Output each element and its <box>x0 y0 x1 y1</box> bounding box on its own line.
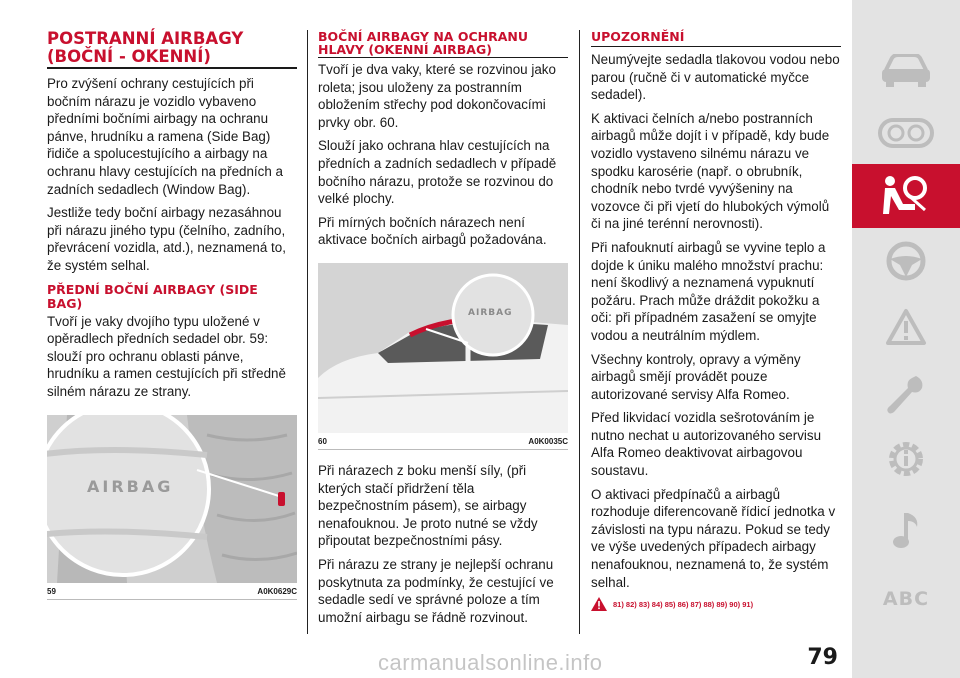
paragraph: Při mírných bočních nárazech není aktivace bočních airbagů požadována. <box>318 214 547 248</box>
column-1 <box>47 30 297 612</box>
column-2 <box>318 30 568 632</box>
paragraph: Před likvidací vozidla sešrotováním je nutno nechat u autorizovaného servisu Alfa Romeo deaktivovat airbagovou soustavu. <box>591 410 822 479</box>
paragraph: Slouží jako ochrana hlav cestujících na předních a zadních sedadlech v případě bočního nárazu, protože se rozvinou do velké plochy. <box>318 138 557 207</box>
figure-59-seat-airbag <box>47 415 297 583</box>
paragraph: Tvoří je dva vaky, které se rozvinou jako roleta; jsou uloženy za postranním obložením střechy pod dokončovacími prvky obr. 60. <box>318 62 556 130</box>
warning-triangle-icon <box>591 597 607 611</box>
paragraph: Při nafouknutí airbagů se vyvine teplo a dojde k úniku malého množství prachu: není škodlivý a neznamená vypuknutí požáru. Prach může dráždit pokožku a oči: při případném zasažení se omyjte vodou a neutrálním mýdlem. <box>591 239 826 343</box>
sidebar-item-emergency[interactable] <box>852 296 960 358</box>
subsection-title: BOČNÍ AIRBAGY NA OCHRANU HLAVY (OKENNÍ AIRBAG) <box>318 30 568 58</box>
chapter-sidebar <box>852 0 960 678</box>
index-label: ABC <box>882 588 930 610</box>
sidebar-item-maintenance[interactable] <box>852 364 960 426</box>
column-divider <box>579 30 580 634</box>
sidebar-item-car[interactable] <box>852 40 960 102</box>
reference-numbers[interactable]: 81) 82) 83) 84) 85) 86) 87) 88) 89) 90) 91) <box>613 599 754 609</box>
watermark: carmanualsonline.info <box>378 650 603 675</box>
paragraph: Pro zvýšení ochrany cestujících při bočním nárazu je vozidlo vybaveno předními bočními airbagy na ochranu pánve, hrudníku a ramena (Side Bag) řidiče a spolucestujícího a airbagy na ochranu hlavy cestujících na předních a zadních sedadlech (Window Bag). <box>47 76 283 197</box>
figure-60-window-airbag <box>318 263 568 433</box>
paragraph: K aktivaci čelních a/nebo postranních airbagů může dojít i v případě, kdy bude vozidlo vystaveno silnému nárazu ve spodku karosérie (např. o obrubník, chodník nebo tvrdé vyvýšeniny na vozovce či při vjetí do hlubokých výmolů či na jiné terénní nerovnosti). <box>591 110 830 232</box>
airbag-person-icon <box>881 174 931 218</box>
airbag-label-60: AIRBAG <box>468 307 513 318</box>
warning-title: UPOZORNĚNÍ <box>591 30 841 47</box>
sidebar-item-starting[interactable] <box>852 230 960 292</box>
paragraph: Neumývejte sedadla tlakovou vodou nebo parou (ručně či v automatické myčce sedadel). <box>591 52 840 103</box>
sidebar-item-technical-data[interactable] <box>852 428 960 490</box>
warning-references <box>591 597 841 611</box>
figure-code: A0K0629C <box>257 586 297 596</box>
sidebar-item-safety[interactable] <box>852 164 960 228</box>
car-icon <box>880 54 932 88</box>
paragraph: Při nárazech z boku menší síly, (při kterých stačí přidržení těla bezpečnostním pásem), se airbagy nenafouknou. Je proto nutné se vždy připoutat bezpečnostními pásy. <box>318 462 538 549</box>
sidebar-item-dashboard[interactable] <box>852 102 960 164</box>
wrench-icon <box>886 374 926 416</box>
paragraph: Všechny kontroly, opravy a výměny airbagů smějí provádět pouze autorizované servisy Alfa Romeo. <box>591 351 801 402</box>
subsection-title: PŘEDNÍ BOČNÍ AIRBAGY (SIDE BAG) <box>47 281 258 311</box>
car-illustration <box>318 263 568 433</box>
music-note-icon <box>891 511 921 551</box>
warning-triangle-icon <box>885 308 927 346</box>
figure-caption-60 <box>318 437 568 450</box>
section-title: POSTRANNÍ AIRBAGY (BOČNÍ - OKENNÍ) <box>47 30 297 69</box>
column-3 <box>591 30 841 611</box>
airbag-label-59: AIRBAG <box>87 476 174 496</box>
paragraph: Jestliže tedy boční airbagy nezasáhnou při nárazu jiného typu (čelního, zadního, převrácení vozidla, atd.), neznamená to, že systém selhal. <box>47 205 286 273</box>
figure-number: 59 <box>47 586 56 596</box>
page-number: 79 <box>807 645 838 670</box>
dashboard-icon <box>878 118 934 148</box>
paragraph: O aktivaci předpínačů a airbagů rozhoduje diferencovaně řídicí jednotka v závislosti na typu nárazu. Pokud se tedy ve výše uvedených případech airbagy nenafouknou, neznamená to, že systém selhal. <box>591 486 836 590</box>
steering-wheel-icon <box>886 241 926 281</box>
paragraph: Tvoří je vaky dvojího typu uložené v opěradlech předních sedadel obr. 59: slouží pro ochranu oblasti pánve, hrudníku a ramen cestujících při středně silném nárazu ze strany. <box>47 313 286 399</box>
column-divider <box>307 30 308 634</box>
gear-info-icon <box>885 438 927 480</box>
sidebar-item-multimedia[interactable] <box>852 500 960 562</box>
figure-code: A0K0035C <box>528 436 568 446</box>
figure-number: 60 <box>318 436 327 446</box>
figure-caption-59 <box>47 587 297 600</box>
seat-illustration <box>47 415 297 583</box>
sidebar-item-index[interactable] <box>852 568 960 630</box>
paragraph: Při nárazu ze strany je nejlepší ochranu poskytnuta za podmínky, že cestující ve sedadle sedí ve správné poloze a tím umožní airbagu se řádně rozvinout. <box>318 556 554 625</box>
